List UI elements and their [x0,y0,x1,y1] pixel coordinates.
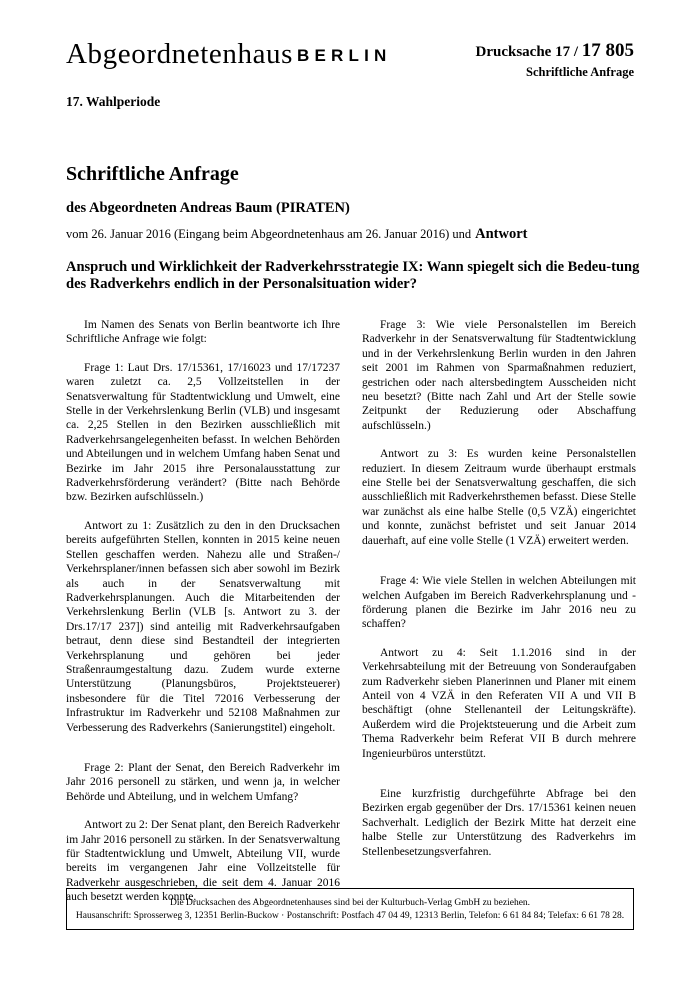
answer-1: Antwort zu 1: Zusätzlich zu den in den Drucksachen bereits aufgeführten Stellen, konnten in 2015 keine neuen Stellen geschaffen werden. Nahezu alle und Straßen-/ Verkehrsplaner/innen befassen sich aber sowohl im Bezirk als auch in der Senatsverwaltung mit Radverkehrsplanungen. Auch die Mitarbeitenden der Verkehrslenkung Berlin (VLB [s. Antwort zu 3. der Drs.17/17 237]) sind anteilig mit Radverkehrsaufgaben betraut, denn diese sind Bestandteil der integrierten Verkehrsplanung und gehören bei jeder Straßenraumgestaltung dazu. Zudem wurde externe Unterstützung (Planungsbüros, Projektsteuerer) insbesondere für die Titel 72016 Verbesserung der Infrastruktur im Radverkehr und 52108 Maßnahmen zur Verbesserung des Radverkehrs (Sanierungstitel) eingeholt. [66,519,340,734]
question-3: Frage 3: Wie viele Personalstellen im Bereich Radverkehr in der Senatsverwaltung für Stadtentwicklung und in der Verkehrslenkung Berlin wurden in den Jahren seit 2001 im Rahmen von Sparmaßnahmen reduziert, gestrichen oder nach altersbedingtem Ausscheiden nicht neu besetzt? (Bitte nach Zahl und Art der Stelle sowie Zeitpunkt der Reduzierung oder Abschaffung aufschlüsseln.) [362,319,636,432]
intro-paragraph: Im Namen des Senats von Berlin beantworte ich Ihre Schriftliche Anfrage wie folgt: [66,319,340,346]
logo-word: Abgeordnetenhaus [66,38,294,70]
parliament-logo [66,38,392,71]
answer-2: Antwort zu 2: Der Senat plant, den Bereich Radverkehr im Jahr 2016 personell zu stärken. In der Senatsverwaltung für Stadtentwicklung und Umwelt, Abteilung VII, wurde bereits im vergangenen Jahr eine Vollzeitstelle für Radverkehr ausgeschrieben, die seit dem 4. Januar 2016 auch besetzt werden konnte. [66,819,340,904]
footer-line-1: Die Drucksachen des Abgeordnetenhauses sind bei der Kulturbuch-Verlag GmbH zu beziehen. [169,898,531,908]
document-type: Schriftliche Anfrage [526,65,634,79]
answer-label: Antwort [475,226,528,242]
drucksache-prefix: Drucksache 17 / [475,44,582,60]
question-1: Frage 1: Laut Drs. 17/15361, 17/16023 und 17/17237 waren zuletzt ca. 2,5 Vollzeitstellen in der Senatsverwaltung für Stadtentwicklung und Umwelt, eine Stelle in der Verkehrslenkung Berlin (VLB) und insgesamt ca. 2,25 Stellen in den Bezirken ausschließlich mit Radverkehrsangelegenheiten befasst. In welchen Behörden und Abteilungen und in welchem Umfang haben Senat und Bezirke im Jahr 2015 ihre Personalausstattung zur Radverkehrsförderung verändert? (Bitte nach Behörde bzw. Bezirken aufschlüsseln.) [66,361,340,504]
legislative-period: 17. Wahlperiode [66,94,161,109]
drucksache-number [476,40,635,62]
answer-4-addendum: Eine kurzfristig durchgeführte Abfrage bei den Bezirken ergab gegenüber der Drs. 17/15361 keinen neuen Sachverhalt. Lediglich der Bezirk Mitte hat derzeit eine halbe Stelle zur Unterstützung des Radverkehrs im Stellenbesetzungsverfahren. [362,787,636,858]
footer-line-2: Hausanschrift: Sprosserweg 3, 12351 Berlin-Buckow · Postanschrift: Postfach 47 04 49, 12313 Berlin, Telefon: 6 61 84 84; Telefax: 6 61 78 28. [75,910,625,921]
document-reference [476,40,635,80]
date-line [66,226,527,243]
author-line: des Abgeordneten Andreas Baum (PIRATEN) [66,200,350,216]
subject-heading: Anspruch und Wirklichkeit der Radverkehrsstrategie IX: Wann spiegelt sich die Bedeu-tung des Radverkehrs endlich in der Personalsituation wider? [66,259,640,292]
drucksache-id: 17 805 [581,40,634,61]
date-text: vom 26. Januar 2016 (Eingang beim Abgeordnetenhaus am 26. Januar 2016) und [66,227,472,241]
question-2: Frage 2: Plant der Senat, den Bereich Radverkehr im Jahr 2016 personell zu stärken, und wenn ja, in welcher Behörde und Abteilung, und in welchem Umfang? [66,761,340,803]
question-4: Frage 4: Wie viele Stellen in welchen Abteilungen mit welchen Aufgaben im Bereich Radverkehrsplanung und -förderung planen die Bezirke im Jahr 2016 neu zu schaffen? [362,575,636,631]
answer-4: Antwort zu 4: Seit 1.1.2016 sind in der Verkehrsabteilung mit der Betreuung von Sonderaufgaben zum Radverkehr sieben Planerinnen und Planer mit einem Anteil von 4 VZÄ in den Referaten VII A und VII B beschäftigt (ohne Stellenanteil der Leitungskräfte). Außerdem wird die Projektsteuerung und die Arbeit zum Thema Radverkehr beim Referat VII B durch mehrere Ingenieurbüros unterstützt. [362,646,636,760]
left-column [66,318,340,905]
right-column [362,318,636,859]
logo-city: BERLIN [297,46,392,65]
footer-box [66,888,634,930]
page-title: Schriftliche Anfrage [66,163,239,185]
answer-3: Antwort zu 3: Es wurden keine Personalstellen reduziert. In diesem Zeitraum wurde überhaupt erstmals eine Stelle bei der Senatsverwaltung geschaffen, die sich ausschließlich mit Radverkehrsthemen befasst. Diese Stelle war zunächst als eine halbe Stelle (0,5 VZÄ) eingerichtet und konnte, zunächst befristet und seit Januar 2014 dauerhaft, auf eine volle Stelle (1 VZÄ) erweitert werden. [362,448,637,547]
